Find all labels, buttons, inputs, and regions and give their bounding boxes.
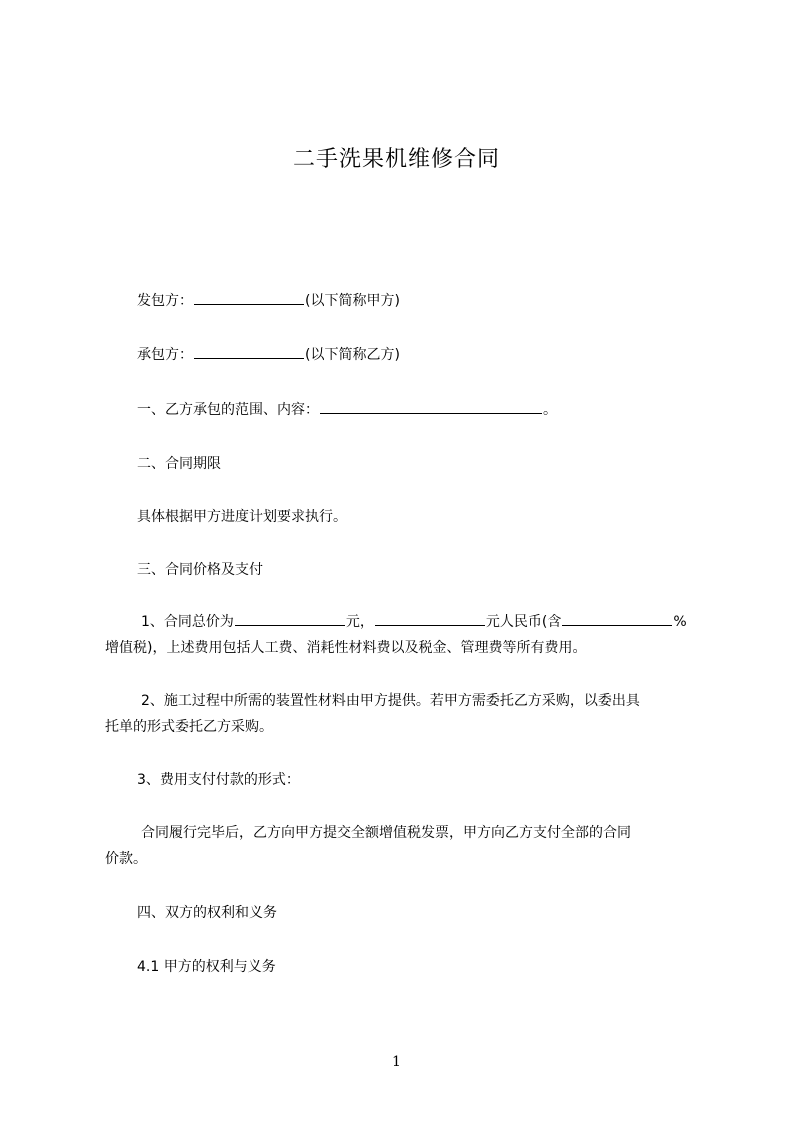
party-a-blank[interactable] bbox=[194, 288, 304, 305]
section3-item3-body-line2: 价款。 bbox=[105, 851, 147, 867]
section3-item3: 3、费用支付付款的形式： bbox=[137, 772, 300, 788]
party-a-suffix: (以下简称甲方) bbox=[305, 293, 400, 309]
item1-part1: 1、合同总价为 bbox=[141, 614, 234, 630]
section3-item1-line2: 增值税)，上述费用包括人工费、消耗性材料费以及税金、管理费等所有费用。 bbox=[105, 640, 587, 656]
section3-heading: 三、合同价格及支付 bbox=[137, 562, 263, 578]
section3-item1-line1 bbox=[105, 609, 746, 635]
section3-item2-line1: 2、施工过程中所需的装置性材料由甲方提供。若甲方需委托乙方采购，以委出具 bbox=[141, 693, 640, 709]
section1-suffix: 。 bbox=[543, 402, 557, 418]
item1-part3: 元人民币(含 bbox=[485, 614, 562, 630]
party-b-blank[interactable] bbox=[194, 342, 304, 359]
section4-sub1: 4.1 甲方的权利与义务 bbox=[137, 959, 276, 975]
party-b-label: 承包方： bbox=[137, 347, 193, 363]
party-b-suffix: (以下简称乙方) bbox=[305, 347, 400, 363]
vat-rate-blank[interactable] bbox=[562, 609, 672, 626]
document-title: 二手洗果机维修合同 bbox=[292, 147, 500, 172]
party-a-line bbox=[105, 288, 742, 314]
section3-item3-body-line1: 合同履行完毕后，乙方向甲方提交全额增值税发票，甲方向乙方支付全部的合同 bbox=[141, 825, 631, 841]
section1-label: 一、乙方承包的范围、内容： bbox=[137, 402, 319, 418]
party-a-label: 发包方： bbox=[137, 293, 193, 309]
party-b-line bbox=[105, 342, 742, 368]
item1-part2: 元， bbox=[345, 614, 374, 630]
total-price-blank[interactable] bbox=[235, 609, 345, 626]
section2-body: 具体根据甲方进度计划要求执行。 bbox=[137, 509, 347, 525]
section4-heading: 四、双方的权利和义务 bbox=[137, 905, 277, 921]
section2-heading: 二、合同期限 bbox=[137, 456, 221, 472]
section3-item2-line2: 托单的形式委托乙方采购。 bbox=[105, 719, 273, 735]
item1-part4: % bbox=[673, 614, 687, 630]
page-number: 1 bbox=[392, 1054, 401, 1070]
rmb-amount-blank[interactable] bbox=[375, 609, 485, 626]
section1-blank[interactable] bbox=[320, 397, 542, 414]
section1-line bbox=[105, 397, 742, 423]
